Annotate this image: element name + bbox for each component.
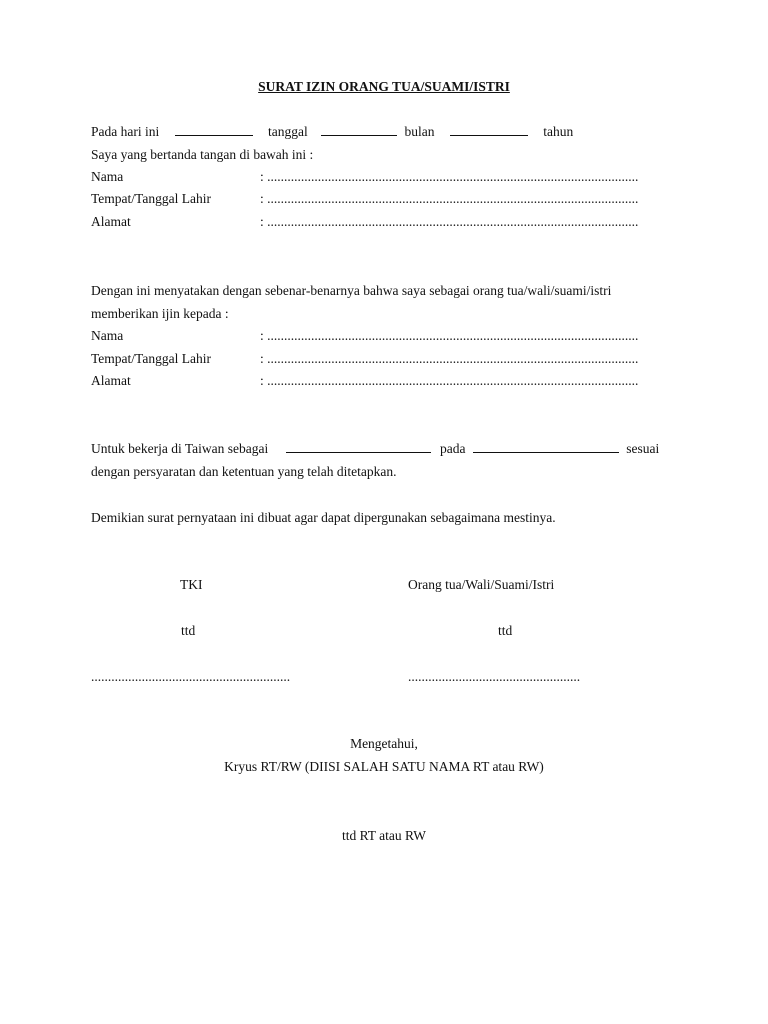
- job-blank: [286, 438, 431, 453]
- declarant-birth-value: : ..............................................................................................................: [260, 191, 639, 206]
- bulan-blank: [450, 121, 528, 136]
- declarant-address-label: Alamat: [91, 214, 131, 229]
- declarant-name-value: : ..............................................................................................................: [260, 169, 639, 184]
- date-line: [91, 121, 573, 143]
- employer-blank: [473, 438, 619, 453]
- work-prefix: Untuk bekerja di Taiwan sebagai: [91, 441, 269, 456]
- declarant-birth-label: Tempat/Tanggal Lahir: [91, 191, 211, 206]
- bulan-label: bulan: [404, 124, 435, 139]
- tki-ttd: ttd: [181, 623, 196, 638]
- recipient-name-label: Nama: [91, 328, 124, 343]
- statement-line-1: Dengan ini menyatakan dengan sebenar-benarnya bahwa saya sebagai orang tua/wali/suami/istri: [91, 283, 612, 298]
- pada-hari-ini-label: Pada hari ini: [91, 124, 160, 139]
- recipient-birth-label: Tempat/Tanggal Lahir: [91, 351, 211, 366]
- sesuai-label: sesuai: [626, 441, 660, 456]
- hari-blank: [175, 121, 253, 136]
- tanggal-blank: [321, 121, 397, 136]
- recipient-address-value: : ..............................................................................................................: [260, 373, 639, 388]
- declarant-address-value: : ..............................................................................................................: [260, 214, 639, 229]
- parent-ttd: ttd: [498, 623, 513, 638]
- statement-line-2: memberikan ijin kepada :: [91, 306, 229, 321]
- document-title: SURAT IZIN ORANG TUA/SUAMI/ISTRI: [258, 79, 510, 94]
- tki-signature-line: ...........................................................: [91, 669, 291, 684]
- declarant-address-row: [91, 211, 691, 233]
- ttd-rt-rw: ttd RT atau RW: [341, 828, 427, 843]
- closing-statement: Demikian surat pernyataan ini dibuat agar dapat dipergunakan sebagaimana mestinya.: [91, 510, 556, 525]
- declarant-name-row: [91, 166, 691, 188]
- pada-label: pada: [440, 441, 466, 456]
- work-line-2: dengan persyaratan dan ketentuan yang telah ditetapkan.: [91, 464, 397, 479]
- recipient-birth-value: : ..............................................................................................................: [260, 351, 639, 366]
- tanggal-label: tanggal: [267, 124, 308, 139]
- recipient-name-row: [91, 325, 691, 347]
- declarant-birth-row: [91, 188, 691, 210]
- declarant-name-label: Nama: [91, 169, 124, 184]
- mengetahui-label: Mengetahui,: [350, 736, 418, 751]
- recipient-address-row: [91, 370, 691, 392]
- parent-signature-title: Orang tua/Wali/Suami/Istri: [408, 577, 555, 592]
- recipient-birth-row: [91, 348, 691, 370]
- recipient-address-label: Alamat: [91, 373, 131, 388]
- recipient-name-value: : ..............................................................................................................: [260, 328, 639, 343]
- kryus-label: Kryus RT/RW (DIISI SALAH SATU NAMA RT atau RW): [224, 759, 544, 774]
- work-line: [91, 438, 659, 460]
- parent-signature-line: ...................................................: [408, 669, 581, 684]
- tahun-label: tahun: [543, 124, 574, 139]
- tki-signature-title: TKI: [180, 577, 203, 592]
- declarant-intro: Saya yang bertanda tangan di bawah ini :: [91, 147, 314, 162]
